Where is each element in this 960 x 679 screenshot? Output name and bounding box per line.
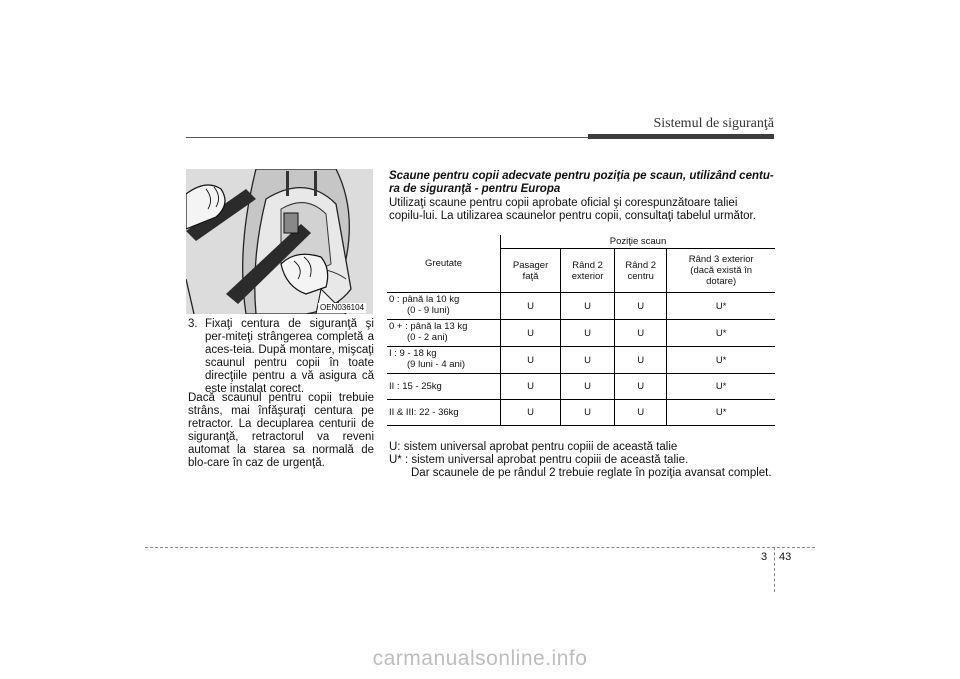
- table-legend: [389, 441, 789, 480]
- child-seat-drawing: [186, 169, 373, 314]
- table-cell: U*: [667, 293, 775, 320]
- step-number: 3.: [188, 318, 198, 330]
- child-seat-illustration: [186, 169, 373, 314]
- legend-ustar: U* : sistem universal aprobat pentru copiii de această talie.: [389, 454, 689, 466]
- table-row: [387, 293, 775, 320]
- table-cell: U: [615, 374, 667, 400]
- table-cell: U: [501, 293, 561, 320]
- table-row: [387, 400, 775, 426]
- table-row: [387, 374, 775, 400]
- watermark: carmanualsonline.info: [372, 647, 588, 670]
- table-cell: U: [501, 347, 561, 374]
- footer-divider: [774, 547, 775, 592]
- figure-code: OEN036104: [320, 303, 365, 312]
- table-cell: U: [561, 347, 615, 374]
- table-cell: U*: [667, 374, 775, 400]
- header-rule-accent: [588, 134, 774, 139]
- table-cell: U: [615, 347, 667, 374]
- chapter-number: 3: [761, 551, 768, 563]
- table-cell: U: [501, 320, 561, 347]
- step-text: Fixaţi centura de siguranţă şi per-miteţi strângerea completă a aces-teia. După montare, mişcaţi scaunul pentru copii în toate direcţiile pentru a vă asigura că este instalat corect.: [205, 318, 374, 395]
- table-cell: U: [615, 293, 667, 320]
- table-cell: U: [615, 400, 667, 426]
- table-cell: U*: [667, 347, 775, 374]
- weight-header: Greutate: [387, 235, 501, 293]
- table-cell: U*: [667, 320, 775, 347]
- footer-rule: [145, 547, 815, 548]
- legend-ustar-note: Dar scaunele de pe rândul 2 trebuie reglate în poziţia avansat complet.: [411, 467, 772, 479]
- weight-cell: II & III: 22 - 36kg: [387, 400, 501, 426]
- weight-cell: 0 : până la 10 kg (0 - 9 luni): [387, 293, 501, 320]
- table-cell: U: [501, 400, 561, 426]
- header-rule: [186, 137, 588, 138]
- section-title: Sistemul de siguranţă: [653, 116, 774, 131]
- col-row2-outboard: Rând 2 exterior: [561, 249, 615, 293]
- table-heading: Scaune pentru copii adecvate pentru poziţia pe scaun, utilizând centu-ra de siguranţă - pentru Europa: [389, 170, 774, 195]
- table-cell: U: [561, 374, 615, 400]
- seat-position-header: Poziţie scaun: [501, 235, 776, 249]
- legend-u: U: sistem universal aprobat pentru copiii de această talie: [389, 441, 678, 453]
- col-row2-center: Rând 2 centru: [615, 249, 667, 293]
- child-seat-table: [387, 235, 775, 426]
- table-cell: U: [561, 400, 615, 426]
- col-row3-outboard: Rând 3 exterior (dacă există în dotare): [688, 254, 754, 287]
- step-3: [188, 318, 374, 396]
- table-row: [387, 320, 775, 347]
- table-row: [387, 347, 775, 374]
- table-cell: U*: [667, 400, 775, 426]
- table-intro: Utilizaţi scaune pentru copii aprobate oficial şi corespunzătoare taliei copilu-lui. La utilizarea scaunelor pentru copii, consultaţi tabelul următor.: [389, 197, 756, 222]
- col-front-passenger: Pasager faţă: [501, 249, 561, 293]
- weight-cell: II : 15 - 25kg: [387, 374, 501, 400]
- table-cell: U: [615, 320, 667, 347]
- weight-cell: I : 9 - 18 kg (9 luni - 4 ani): [387, 347, 501, 374]
- retractor-paragraph: Dacă scaunul pentru copii trebuie strâns, mai înfăşuraţi centura pe retractor. La decuplarea centurii de siguranţă, retractorul va reveni automat la starea sa normală de blo-care în caz de urgenţă.: [188, 392, 374, 469]
- table-cell: U: [561, 320, 615, 347]
- table-cell: U: [561, 293, 615, 320]
- weight-cell: 0 + : până la 13 kg (0 - 2 ani): [387, 320, 501, 347]
- page-number: 43: [779, 551, 792, 563]
- table-cell: U: [501, 374, 561, 400]
